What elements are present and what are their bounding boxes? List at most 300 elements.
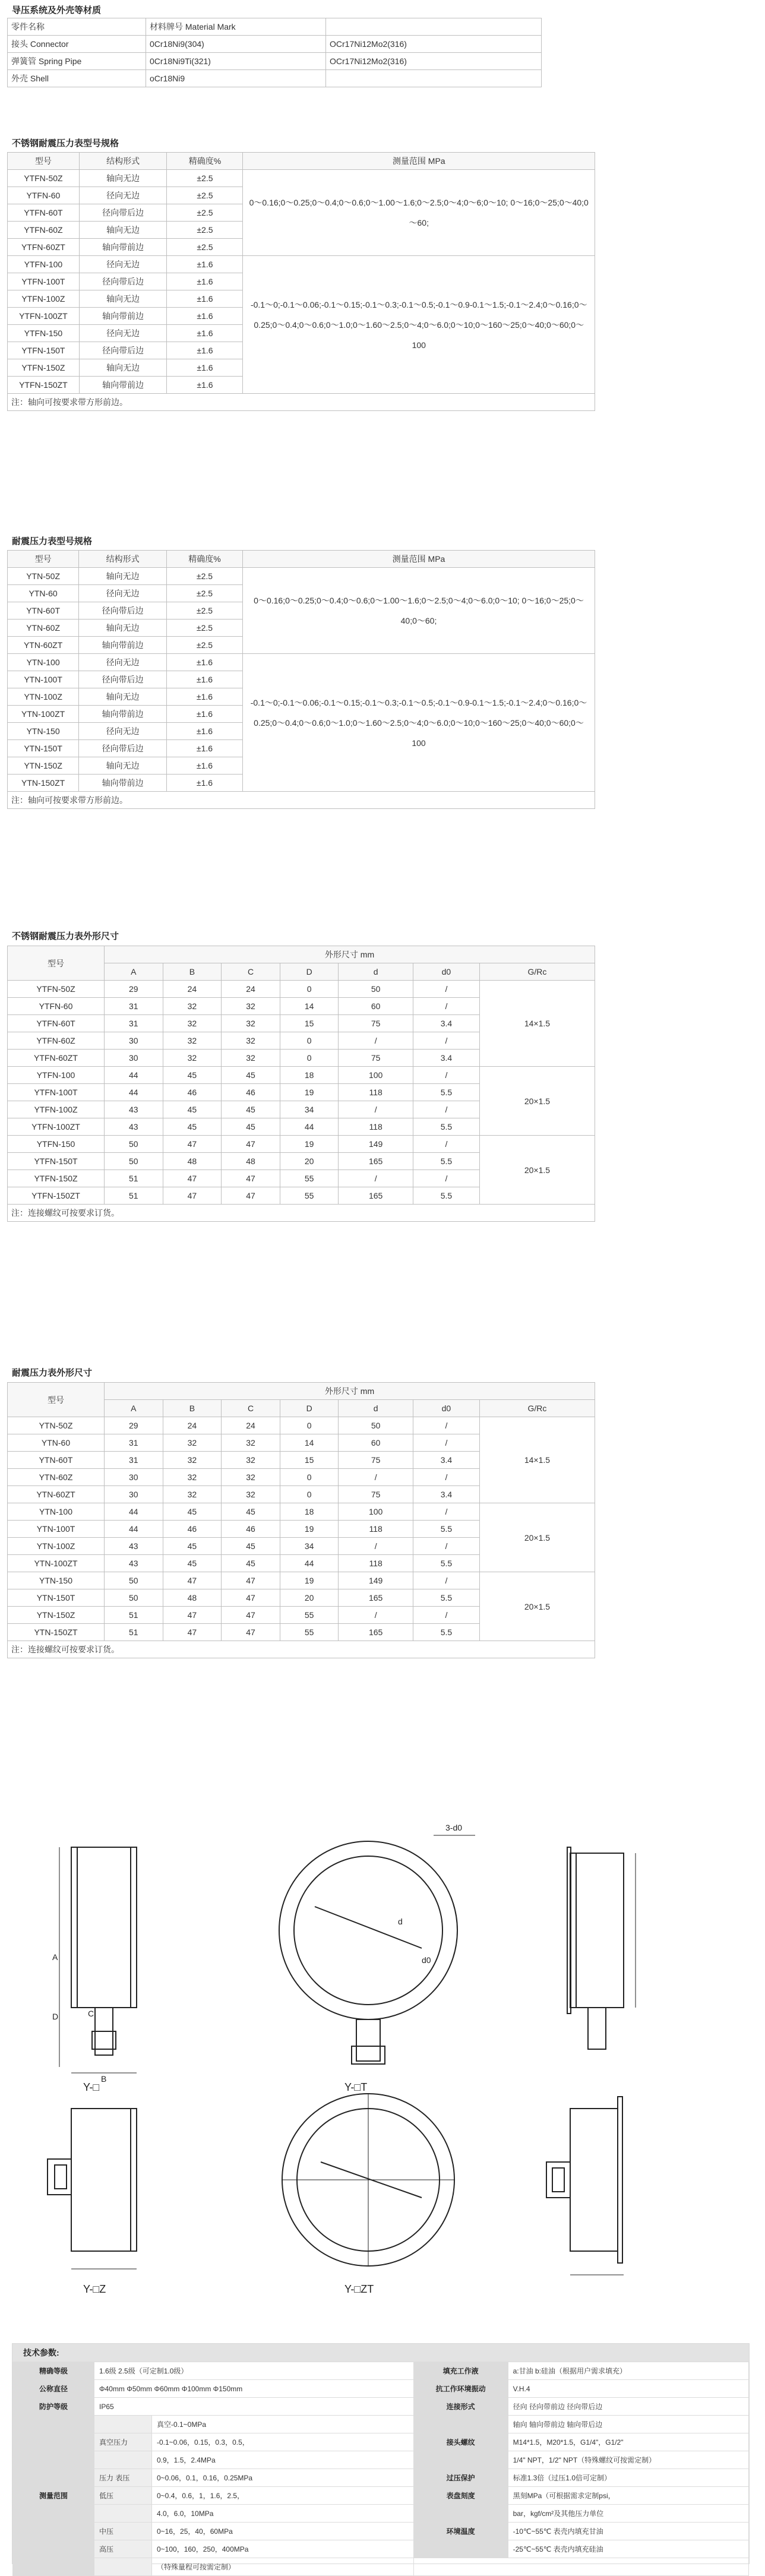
dim-letter-a: A xyxy=(52,1952,58,1962)
cell: 14 xyxy=(280,998,339,1015)
cell: ±1.6 xyxy=(167,308,243,325)
spec-value: 1/4" NPT，1/2" NPT（特殊螺纹可按需定制） xyxy=(508,2451,748,2469)
cell: YTN-60T xyxy=(8,1452,105,1469)
cell: 44 xyxy=(105,1084,163,1101)
cell: 轴向无边 xyxy=(79,359,167,377)
note-row xyxy=(8,1641,595,1658)
cell: 47 xyxy=(163,1607,222,1624)
cell: 31 xyxy=(105,1434,163,1452)
cell: 径向带后边 xyxy=(79,602,167,619)
cell: 43 xyxy=(105,1101,163,1118)
spec-value: M14*1.5，M20*1.5，G1/4"，G1/2" xyxy=(508,2433,748,2451)
cell: YTN-100T xyxy=(8,671,79,688)
cell: 55 xyxy=(280,1607,339,1624)
cell: 24 xyxy=(163,981,222,998)
spec-label: 测量范围 xyxy=(13,2416,94,2576)
cell: 50 xyxy=(105,1589,163,1607)
cell: ±2.5 xyxy=(166,585,242,602)
spec-row xyxy=(13,2469,749,2487)
spec-row xyxy=(13,2362,749,2380)
cell: 5.5 xyxy=(413,1555,479,1572)
spec-value: -0.1~0.06，0.15，0.3，0.5， xyxy=(152,2433,414,2451)
spec-label: 过压保护 xyxy=(413,2469,508,2487)
cell: oCr18Ni9 xyxy=(146,70,326,87)
cell: YTFN-150T xyxy=(8,1153,105,1170)
cell: YTN-60 xyxy=(8,1434,105,1452)
cell: ±2.5 xyxy=(167,187,243,204)
spec-value: 标准1.3倍（过压1.0倍可定制） xyxy=(508,2469,748,2487)
cell: 45 xyxy=(222,1118,280,1136)
cell: ±1.6 xyxy=(166,654,242,671)
cell: ±2.5 xyxy=(166,568,242,585)
spec-row xyxy=(13,2487,749,2505)
column-header-model: 型号 xyxy=(8,1383,105,1417)
cell: 15 xyxy=(280,1015,339,1032)
spec-label xyxy=(413,2451,508,2469)
column-header: 型号 xyxy=(8,551,79,568)
materials-table xyxy=(7,18,542,87)
cell: 3.4 xyxy=(413,1486,479,1503)
cell: 32 xyxy=(163,1434,222,1452)
table-note: 注：连接螺纹可按要求订货。 xyxy=(8,1641,595,1658)
cell: YTFN-50Z xyxy=(8,981,105,998)
cell: 轴向带前边 xyxy=(79,706,167,723)
cell: 45 xyxy=(163,1555,222,1572)
spec-sub: 中压 xyxy=(94,2523,152,2540)
cell: ±2.5 xyxy=(167,239,243,256)
cell: 47 xyxy=(222,1624,280,1641)
cell: 100 xyxy=(339,1503,413,1521)
column-header: D xyxy=(280,963,339,981)
materials-col-mark: 材料牌号 Material Mark xyxy=(146,18,326,36)
cell: YTFN-150T xyxy=(8,342,80,359)
spec-label xyxy=(413,2505,508,2523)
spec-label: 接头螺纹 xyxy=(413,2433,508,2451)
cell: 47 xyxy=(163,1187,222,1205)
cell: 30 xyxy=(105,1486,163,1503)
cell: 5.5 xyxy=(413,1624,479,1641)
cell: 32 xyxy=(163,1452,222,1469)
table-row xyxy=(8,654,595,671)
cell: 45 xyxy=(222,1555,280,1572)
cell: ±1.6 xyxy=(167,342,243,359)
cell: 5.5 xyxy=(413,1118,479,1136)
cell: YTN-60Z xyxy=(8,619,79,637)
table-note: 注：轴向可按要求带方形前边。 xyxy=(8,792,595,809)
cell: 51 xyxy=(105,1607,163,1624)
cell: 0 xyxy=(280,1417,339,1434)
side-view-axial xyxy=(48,2109,137,2269)
column-header-dims: 外形尺寸 mm xyxy=(105,946,595,963)
drawing-label-radial: Y-□ xyxy=(83,2081,100,2093)
spec-value: 黑刻MPa（可根据需求定制psi， xyxy=(508,2487,748,2505)
cell: 0 xyxy=(280,981,339,998)
spec-label xyxy=(413,2540,508,2558)
cell: 165 xyxy=(339,1187,413,1205)
cell: 19 xyxy=(280,1521,339,1538)
cell: 18 xyxy=(280,1067,339,1084)
cell: ±1.6 xyxy=(167,273,243,290)
cell: / xyxy=(413,981,479,998)
cell: YTFN-100T xyxy=(8,273,80,290)
cell: 55 xyxy=(280,1624,339,1641)
yt-models-title: 耐震压力表型号规格 xyxy=(12,536,93,546)
table-row xyxy=(8,170,595,187)
cell: 19 xyxy=(280,1136,339,1153)
dim-letter-d0: d0 xyxy=(422,1955,431,1965)
cell: 75 xyxy=(339,1452,413,1469)
cell: 5.5 xyxy=(413,1589,479,1607)
thread-cell: 20×1.5 xyxy=(479,1067,595,1136)
cell: 径向带后边 xyxy=(79,740,167,757)
cell: 3.4 xyxy=(413,1050,479,1067)
cell: YTN-100T xyxy=(8,1521,105,1538)
cell: YTFN-100Z xyxy=(8,290,80,308)
side-view-radial-back xyxy=(567,1847,636,2049)
cell: 弹簧管 Spring Pipe xyxy=(8,53,146,70)
table-note: 注：轴向可按要求带方形前边。 xyxy=(8,394,595,411)
spec-value: -10℃~55℃ 表壳内填充甘油 xyxy=(508,2523,748,2540)
cell: 外壳 Shell xyxy=(8,70,146,87)
table-row xyxy=(8,568,595,585)
range-cell: 0～0.16;0～0.25;0～0.4;0～0.6;0～1.00～1.6;0～2.5;0～4;0～6.0;0～10; 0～16;0～25;0～40;0～60; xyxy=(243,568,595,654)
cell: 径向无边 xyxy=(79,723,167,740)
cell: YTN-60T xyxy=(8,602,79,619)
table-row xyxy=(8,981,595,998)
column-header: d xyxy=(339,963,413,981)
tech-spec-table xyxy=(12,2362,749,2576)
cell: 轴向无边 xyxy=(79,222,167,239)
note-row xyxy=(8,1205,595,1222)
column-header: 结构形式 xyxy=(79,551,167,568)
cell: 0 xyxy=(280,1050,339,1067)
cell: 45 xyxy=(222,1503,280,1521)
cell: 45 xyxy=(163,1118,222,1136)
cell: YTN-100 xyxy=(8,654,79,671)
cell: 46 xyxy=(163,1521,222,1538)
table-row xyxy=(8,1417,595,1434)
spec-label: 环境温度 xyxy=(413,2523,508,2540)
side-view-radial xyxy=(59,1847,137,2073)
column-header: G/Rc xyxy=(479,1400,595,1417)
cell: 19 xyxy=(280,1084,339,1101)
table-row xyxy=(8,256,595,273)
cell: 0Cr18Ni9Ti(321) xyxy=(146,53,326,70)
cell: 50 xyxy=(105,1572,163,1589)
cell: YTFN-100ZT xyxy=(8,1118,105,1136)
cell: 5.5 xyxy=(413,1153,479,1170)
cell: / xyxy=(413,1572,479,1589)
cell: 3.4 xyxy=(413,1452,479,1469)
ss-dims-table xyxy=(7,946,595,1222)
note-row xyxy=(8,792,595,809)
cell: ±1.6 xyxy=(166,671,242,688)
cell: 0Cr18Ni9(304) xyxy=(146,36,326,53)
ss-models-title: 不锈钢耐震压力表型号规格 xyxy=(12,138,119,148)
cell: YTFN-150 xyxy=(8,1136,105,1153)
cell: 轴向无边 xyxy=(79,170,167,187)
spec-value: Φ40mm Φ50mm Φ60mm Φ100mm Φ150mm xyxy=(94,2380,414,2398)
cell: / xyxy=(339,1101,413,1118)
cell: 45 xyxy=(222,1101,280,1118)
cell: YTFN-60T xyxy=(8,1015,105,1032)
cell: / xyxy=(413,1538,479,1555)
cell: 165 xyxy=(339,1153,413,1170)
cell: YTN-150ZT xyxy=(8,1624,105,1641)
cell: 径向带后边 xyxy=(79,273,167,290)
thread-cell: 14×1.5 xyxy=(479,981,595,1067)
cell: 55 xyxy=(280,1170,339,1187)
dim-letter-3d0: 3-d0 xyxy=(445,1823,463,1832)
cell: 44 xyxy=(105,1521,163,1538)
column-header-model: 型号 xyxy=(8,946,105,981)
cell: 51 xyxy=(105,1624,163,1641)
cell: 118 xyxy=(339,1118,413,1136)
cell: 45 xyxy=(163,1538,222,1555)
cell: 45 xyxy=(163,1503,222,1521)
cell: ±1.6 xyxy=(166,706,242,723)
cell: 118 xyxy=(339,1555,413,1572)
table-note: 注：连接螺纹可按要求订货。 xyxy=(8,1205,595,1222)
cell: 0 xyxy=(280,1486,339,1503)
cell: 48 xyxy=(163,1153,222,1170)
cell: 轴向无边 xyxy=(79,688,167,706)
cell: 47 xyxy=(222,1572,280,1589)
ss-dims-title: 不锈钢耐震压力表外形尺寸 xyxy=(12,931,119,941)
cell: YTFN-150Z xyxy=(8,1170,105,1187)
cell: 32 xyxy=(163,1486,222,1503)
cell: ±2.5 xyxy=(166,602,242,619)
cell: YTFN-60ZT xyxy=(8,1050,105,1067)
column-header: d xyxy=(339,1400,413,1417)
column-header: d0 xyxy=(413,963,479,981)
cell: ±1.6 xyxy=(166,740,242,757)
cell: 32 xyxy=(163,998,222,1015)
front-view-radial-back xyxy=(279,1835,475,2064)
cell: 径向带后边 xyxy=(79,671,167,688)
cell: YTFN-50Z xyxy=(8,170,80,187)
cell: 44 xyxy=(280,1555,339,1572)
spec-value: 径向 径向带前边 径向带后边 xyxy=(508,2398,748,2416)
spec-value: 0~16，25，40，60MPa xyxy=(152,2523,414,2540)
cell: OCr17Ni12Mo2(316) xyxy=(326,53,542,70)
cell: 44 xyxy=(105,1503,163,1521)
cell: 3.4 xyxy=(413,1015,479,1032)
cell: ±1.6 xyxy=(167,325,243,342)
range-cell: -0.1～0;-0.1～0.06;-0.1～0.15;-0.1～0.3;-0.1～0.5;-0.1～0.9-0.1～1.5;-0.1～2.4;0～0.16;0～0.25;0～0.4;0～0.6;0～1.0;0～1.60～2.5;0～4;0～6.0;0～10;0～160～25;0～40;0～60;0～100 xyxy=(243,256,595,394)
cell: 轴向带前边 xyxy=(79,637,167,654)
cell: YTFN-60 xyxy=(8,187,80,204)
cell: 接头 Connector xyxy=(8,36,146,53)
cell: YTFN-100T xyxy=(8,1084,105,1101)
cell: 30 xyxy=(105,1050,163,1067)
front-view-axial-front xyxy=(282,2094,454,2266)
table-row xyxy=(8,1136,595,1153)
cell: YTN-150Z xyxy=(8,757,79,775)
table-row xyxy=(8,70,542,87)
cell: 32 xyxy=(222,1015,280,1032)
column-header: 型号 xyxy=(8,153,80,170)
cell: / xyxy=(413,1503,479,1521)
cell: 32 xyxy=(222,1434,280,1452)
column-header: 测量范围 MPa xyxy=(243,153,595,170)
yt-models-table xyxy=(7,550,595,809)
cell: 34 xyxy=(280,1538,339,1555)
cell: 轴向带前边 xyxy=(79,775,167,792)
cell: / xyxy=(339,1170,413,1187)
cell: 47 xyxy=(163,1572,222,1589)
cell: 47 xyxy=(222,1589,280,1607)
table-row xyxy=(8,36,542,53)
cell: 轴向无边 xyxy=(79,568,167,585)
yt-dims-title: 耐震压力表外形尺寸 xyxy=(12,1368,93,1378)
spec-row xyxy=(13,2451,749,2469)
cell: 31 xyxy=(105,1452,163,1469)
cell: YTFN-60T xyxy=(8,204,80,222)
cell: 29 xyxy=(105,981,163,998)
spec-value: IP65 xyxy=(94,2398,414,2416)
spec-row xyxy=(13,2505,749,2523)
column-header: A xyxy=(105,1400,163,1417)
spec-row xyxy=(13,2523,749,2540)
spec-value: V.H.4 xyxy=(508,2380,748,2398)
cell: 径向无边 xyxy=(79,325,167,342)
cell: 19 xyxy=(280,1572,339,1589)
cell: / xyxy=(413,1101,479,1118)
cell: ±1.6 xyxy=(166,775,242,792)
cell: 47 xyxy=(163,1136,222,1153)
column-header: B xyxy=(163,1400,222,1417)
dim-letter-d: d xyxy=(398,1917,403,1926)
cell: 50 xyxy=(339,981,413,998)
cell: ±1.6 xyxy=(167,359,243,377)
cell: 5.5 xyxy=(413,1521,479,1538)
cell: 47 xyxy=(163,1624,222,1641)
cell: 46 xyxy=(222,1084,280,1101)
cell: 29 xyxy=(105,1417,163,1434)
spec-row xyxy=(13,2558,749,2576)
cell: OCr17Ni12Mo2(316) xyxy=(326,36,542,53)
cell: / xyxy=(413,1136,479,1153)
cell: 径向无边 xyxy=(79,187,167,204)
spec-sub: 压力 表压 xyxy=(94,2469,152,2487)
cell: 47 xyxy=(222,1607,280,1624)
cell: 32 xyxy=(222,1486,280,1503)
column-header: G/Rc xyxy=(479,963,595,981)
cell: YTN-100ZT xyxy=(8,1555,105,1572)
cell: YTN-100Z xyxy=(8,688,79,706)
cell: 43 xyxy=(105,1538,163,1555)
cell: 31 xyxy=(105,998,163,1015)
cell xyxy=(326,70,542,87)
cell: 18 xyxy=(280,1503,339,1521)
column-header: C xyxy=(222,1400,280,1417)
cell: 径向带后边 xyxy=(79,204,167,222)
cell: / xyxy=(339,1607,413,1624)
table-row xyxy=(8,1067,595,1084)
spec-value: 0~0.06，0.1，0.16，0.25MPa xyxy=(152,2469,414,2487)
cell: YTFN-100Z xyxy=(8,1101,105,1118)
spec-value: a:甘油 b:硅油（根据用户需求填充） xyxy=(508,2362,748,2380)
column-header: 精确度% xyxy=(167,153,243,170)
cell: YTFN-60ZT xyxy=(8,239,80,256)
cell: / xyxy=(413,1469,479,1486)
cell: YTFN-60Z xyxy=(8,1032,105,1050)
yt-dims-table xyxy=(7,1382,595,1658)
spec-label: 公称直径 xyxy=(13,2380,94,2398)
cell: ±1.6 xyxy=(166,757,242,775)
dim-letter-c: C xyxy=(88,2009,94,2018)
thread-cell: 14×1.5 xyxy=(479,1417,595,1503)
cell: 24 xyxy=(222,1417,280,1434)
cell: YTFN-100ZT xyxy=(8,308,80,325)
cell: YTN-60Z xyxy=(8,1469,105,1486)
cell: 32 xyxy=(222,1469,280,1486)
cell: 44 xyxy=(105,1067,163,1084)
cell: 43 xyxy=(105,1555,163,1572)
spec-label: 防护等级 xyxy=(13,2398,94,2416)
cell: ±1.6 xyxy=(167,290,243,308)
cell: 24 xyxy=(222,981,280,998)
cell: ±1.6 xyxy=(166,723,242,740)
cell: 45 xyxy=(222,1538,280,1555)
cell: YTN-150 xyxy=(8,1572,105,1589)
cell: 44 xyxy=(280,1118,339,1136)
cell: YTN-60 xyxy=(8,585,79,602)
cell: 165 xyxy=(339,1589,413,1607)
cell: ±2.5 xyxy=(167,222,243,239)
range-cell: 0～0.16;0～0.25;0～0.4;0～0.6;0～1.00～1.6;0～2.5;0～4;0～6;0～10; 0～16;0～25;0～40;0～60; xyxy=(243,170,595,256)
cell: 轴向无边 xyxy=(79,619,167,637)
cell: / xyxy=(413,998,479,1015)
cell: 60 xyxy=(339,998,413,1015)
cell: ±1.6 xyxy=(167,256,243,273)
spec-sub xyxy=(94,2416,152,2433)
spec-sub: 高压 xyxy=(94,2540,152,2558)
column-header: B xyxy=(163,963,222,981)
column-header: A xyxy=(105,963,163,981)
cell: 30 xyxy=(105,1469,163,1486)
thread-cell: 20×1.5 xyxy=(479,1572,595,1641)
cell: YTFN-60Z xyxy=(8,222,80,239)
cell: 45 xyxy=(163,1101,222,1118)
range-cell: -0.1～0;-0.1～0.06;-0.1～0.15;-0.1～0.3;-0.1～0.5;-0.1～0.9-0.1～1.5;-0.1～2.4;0～0.16;0～0.25;0～0.4;0～0.6;0～1.0;0～1.60～2.5;0～4;0～6.0;0～10;0～160～25;0～40;0～60;0～100 xyxy=(243,654,595,792)
cell: 51 xyxy=(105,1170,163,1187)
cell: YTFN-150 xyxy=(8,325,80,342)
cell: 48 xyxy=(163,1589,222,1607)
cell: / xyxy=(413,1170,479,1187)
cell: 0 xyxy=(280,1032,339,1050)
cell: ±2.5 xyxy=(167,204,243,222)
cell: 轴向带前边 xyxy=(79,308,167,325)
cell: YTN-60ZT xyxy=(8,637,79,654)
cell: 46 xyxy=(163,1084,222,1101)
cell: YTFN-100 xyxy=(8,1067,105,1084)
cell: YTN-150 xyxy=(8,723,79,740)
column-header: 测量范围 MPa xyxy=(243,551,595,568)
cell: 32 xyxy=(163,1050,222,1067)
spec-value: -25℃~55℃ 表壳内填充硅油 xyxy=(508,2540,748,2558)
cell: YTFN-150Z xyxy=(8,359,80,377)
spec-sub: 真空压力 xyxy=(94,2433,152,2451)
spec-empty xyxy=(413,2558,748,2576)
cell: 47 xyxy=(163,1170,222,1187)
cell: 60 xyxy=(339,1434,413,1452)
spec-sub: 低压 xyxy=(94,2487,152,2505)
spec-value: 4.0，6.0，10MPa xyxy=(152,2505,414,2523)
cell: 50 xyxy=(105,1153,163,1170)
cell: 轴向带前边 xyxy=(79,239,167,256)
